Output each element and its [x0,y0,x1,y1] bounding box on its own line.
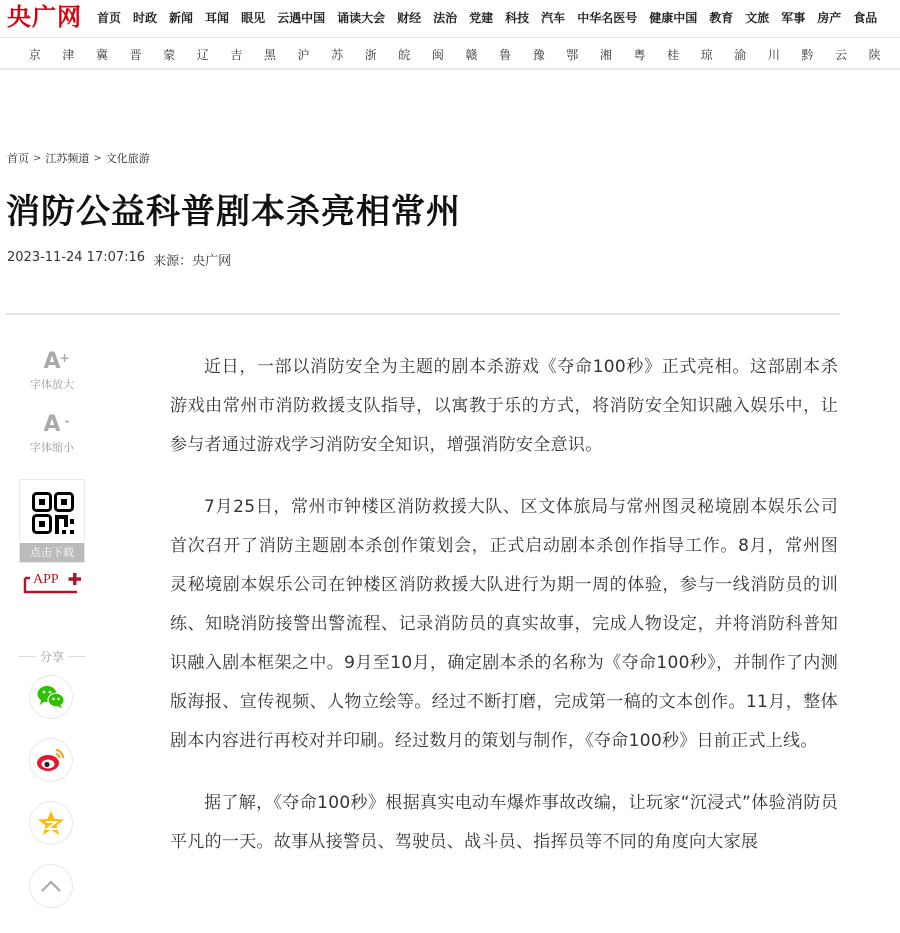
article-paragraph: 7月25日，常州市钟楼区消防救援大队、区文体旅局与常州图灵秘境剧本娱乐公司首次召开了消防主题剧本杀创作策划会，正式启动剧本杀创作指导工作。8月，常州图灵秘境剧本娱乐公司在钟楼区消防救援大队进行为期一周的体验，参与一线消防员的训练、知晓消防接警出警流程、记录消防员的真实故事，完成人物设定，并将消防科普知识融入剧本框架之中。9月至10月，确定剧本杀的名称为《夺命100秒》，并制作了内测版海报、宣传视频、人物立绘等。经过不断打磨，完成第一稿的文本创作。11月，整体剧本内容进行再校对并印刷。经过数月的策划与制作，《夺命100秒》日前正式上线。 [170,497,838,751]
region-item[interactable]: 浙 [364,48,377,62]
font-decrease-label: 字体缩小 [30,441,74,454]
nav-item-auto[interactable]: 汽车 [541,11,566,25]
nav-item-tech[interactable]: 科技 [505,11,530,25]
region-item[interactable]: 鲁 [499,48,512,62]
article-datetime: 2023-11-24 17:07:16 [7,250,146,265]
region-item[interactable]: 苏 [331,48,344,62]
region-nav-bar [0,39,900,70]
article-body [170,348,838,885]
nav-item-military[interactable]: 军事 [781,11,806,25]
breadcrumb-jiangsu[interactable]: 江苏频道 [45,152,90,165]
region-item[interactable]: 川 [767,48,780,62]
region-item[interactable]: 黔 [801,48,814,62]
qzone-icon [37,810,65,836]
share-qzone-button[interactable] [29,801,73,845]
article-paragraph: 近日，一部以消防安全为主题的剧本杀游戏《夺命100秒》正式亮相。这部剧本杀游戏由常州市消防救援支队指导，以寓教于乐的方式，将消防安全知识融入娱乐中，让参与者通过游戏学习消防安全知识，增强消防安全意识。 [170,357,838,455]
font-increase-button[interactable] [22,350,82,392]
breadcrumb [7,150,150,166]
breadcrumb-home[interactable]: 首页 [7,152,29,165]
nav-item-news[interactable]: 新闻 [169,11,194,25]
back-to-top-button[interactable] [29,864,73,908]
header-divider [6,313,840,315]
region-item[interactable]: 豫 [532,48,545,62]
region-item[interactable]: 沪 [297,48,310,62]
primary-nav-bar [0,0,900,38]
region-item[interactable]: 云 [835,48,848,62]
region-item[interactable]: 晋 [129,48,142,62]
share-wechat-button[interactable] [29,675,73,719]
region-item[interactable]: 粤 [633,48,646,62]
region-item[interactable]: 辽 [196,48,209,62]
region-item[interactable]: 冀 [95,48,108,62]
article-source: 来源：央广网 [153,254,232,269]
font-increase-label: 字体放大 [30,378,74,391]
nav-item-yanjian[interactable]: 眼见 [241,11,266,25]
nav-item-home[interactable]: 首页 [97,11,122,25]
region-item[interactable]: 赣 [465,48,478,62]
nav-item-law[interactable]: 法治 [433,11,458,25]
article-paragraph: 据了解，《夺命100秒》根据真实电动车爆炸事故改编，让玩家“沉浸式”体验消防员平凡的一天。故事从接警员、驾驶员、战斗员、指挥员等不同的角度向大家展 [170,793,838,852]
wechat-icon [37,685,65,709]
region-nav [18,47,891,63]
chevron-up-icon [40,879,62,893]
breadcrumb-separator: > [93,152,102,164]
primary-nav [97,10,889,26]
breadcrumb-separator: > [33,152,42,164]
nav-item-finance[interactable]: 财经 [397,11,422,25]
share-title: 分享 [14,648,90,664]
region-item[interactable]: 黑 [263,48,276,62]
app-qr-download[interactable] [19,479,85,563]
site-logo[interactable] [7,4,82,30]
share-weibo-button[interactable] [29,738,73,782]
region-item[interactable]: 闽 [431,48,444,62]
nav-item-education[interactable]: 教育 [709,11,734,25]
font-decrease-icon: A - [43,412,70,437]
region-item[interactable]: 渝 [734,48,747,62]
nav-item-politics[interactable]: 时政 [133,11,158,25]
breadcrumb-culture-travel[interactable]: 文化旅游 [105,152,150,165]
nav-item-yunyu[interactable]: 云遇中国 [277,11,326,25]
region-item[interactable]: 蒙 [163,48,176,62]
qr-code-icon [32,492,74,534]
region-item[interactable]: 湘 [599,48,612,62]
app-label: APP [33,572,59,587]
weibo-icon [36,747,66,773]
region-item[interactable]: 皖 [398,48,411,62]
nav-item-realestate[interactable]: 房产 [817,11,842,25]
nav-item-doctors[interactable]: 中华名医号 [577,11,638,25]
region-item[interactable]: 鄂 [566,48,579,62]
nav-item-health[interactable]: 健康中国 [649,11,698,25]
region-item[interactable]: 桂 [667,48,680,62]
region-item[interactable]: 吉 [230,48,243,62]
app-badge[interactable] [23,570,83,594]
nav-item-culture-travel[interactable]: 文旅 [745,11,770,25]
nav-item-recital[interactable]: 诵读大会 [337,11,386,25]
logo-text[interactable]: 央广网 [7,3,82,31]
nav-item-party[interactable]: 党建 [469,11,494,25]
nav-item-food[interactable]: 食品 [853,11,878,25]
font-increase-icon: A + [43,349,70,374]
qr-download-label: 点击下载 [20,543,84,562]
font-decrease-button[interactable] [22,413,82,455]
article-title: 消防公益科普剧本杀亮相常州 [6,192,461,232]
region-item[interactable]: 琼 [700,48,713,62]
article-meta [7,250,231,269]
region-item[interactable]: 京 [28,48,41,62]
region-item[interactable]: 陕 [868,48,881,62]
nav-item-erwen[interactable]: 耳闻 [205,11,230,25]
region-item[interactable]: 津 [62,48,75,62]
